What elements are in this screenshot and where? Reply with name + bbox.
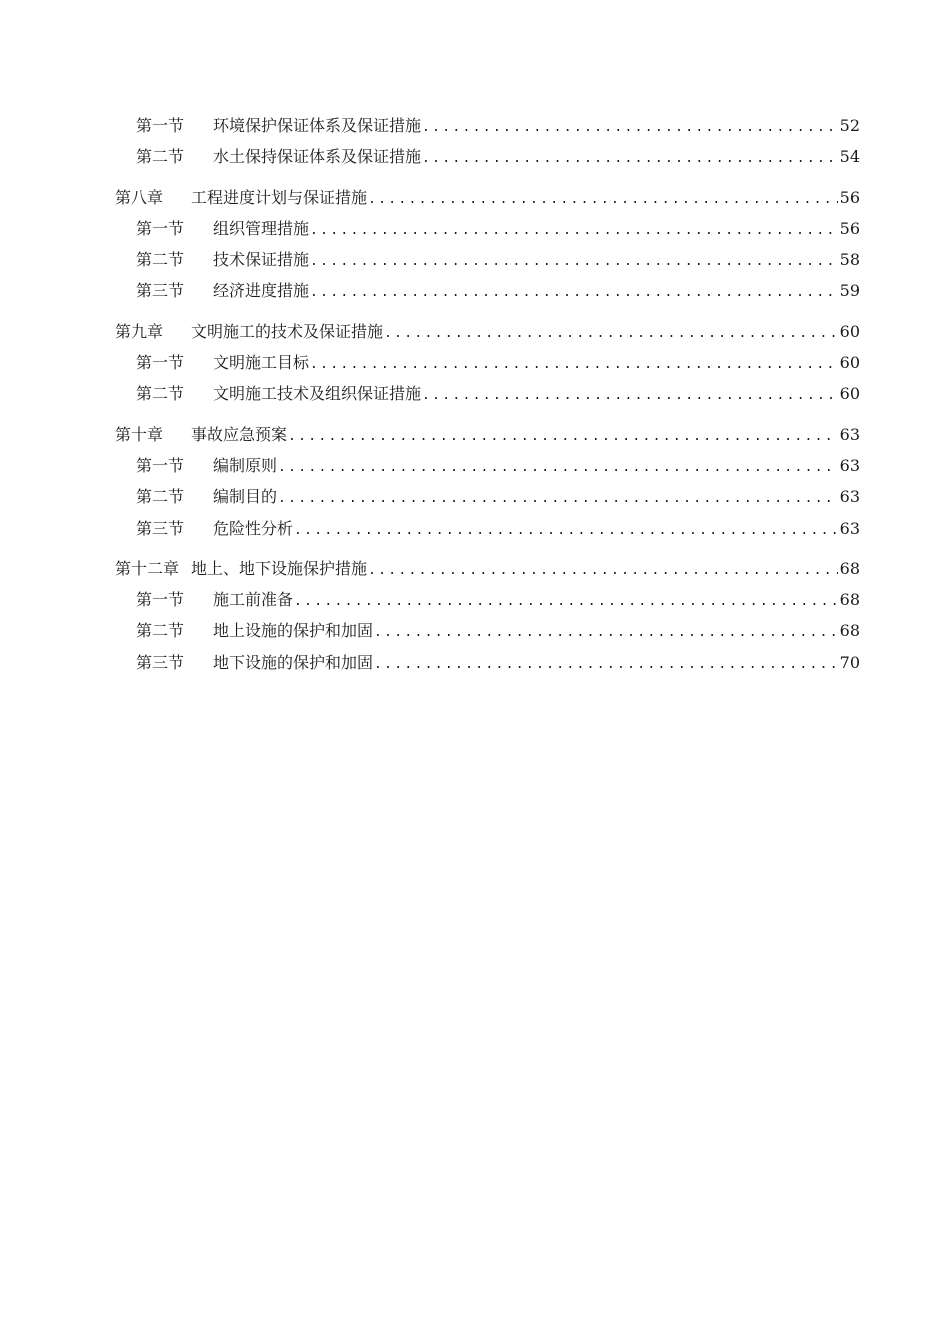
toc-entry[interactable] bbox=[115, 347, 860, 378]
toc-entry[interactable] bbox=[115, 513, 860, 544]
dot-leader bbox=[278, 483, 838, 514]
toc-entry-page: 56 bbox=[839, 218, 860, 238]
dot-leader bbox=[384, 318, 838, 349]
toc-chapter-title: 工程进度计划与保证措施 bbox=[191, 187, 368, 207]
toc-entry-title: 环境保护保证体系及保证措施 bbox=[213, 116, 422, 135]
toc-entry-page: 58 bbox=[839, 250, 860, 270]
toc-entry-page: 68 bbox=[839, 590, 860, 610]
dot-leader bbox=[368, 184, 838, 215]
toc-entry-title: 技术保证措施 bbox=[213, 250, 310, 270]
toc-entry-page: 59 bbox=[839, 281, 860, 301]
toc-entry[interactable] bbox=[115, 450, 860, 481]
toc-entry-number: 第一节 bbox=[136, 218, 185, 238]
toc-entry-title: 编制目的 bbox=[213, 487, 278, 507]
toc-entry-number: 第一节 bbox=[136, 455, 185, 475]
dot-leader bbox=[294, 586, 838, 617]
toc-entry-number: 第二节 bbox=[136, 487, 185, 507]
toc-entry-page: 70 bbox=[839, 652, 860, 672]
toc-entry-page: 68 bbox=[839, 621, 860, 641]
toc-entry-page: 60 bbox=[839, 321, 860, 341]
toc-entry-title: 地下设施的保护和加固 bbox=[213, 652, 374, 672]
dot-leader bbox=[294, 515, 838, 546]
toc-entry-page: 68 bbox=[839, 558, 860, 578]
dot-leader bbox=[374, 649, 838, 680]
toc-chapter-entry[interactable] bbox=[115, 553, 860, 584]
dot-leader bbox=[310, 215, 838, 246]
toc-entry-number: 第二节 bbox=[136, 147, 185, 167]
toc-entry[interactable] bbox=[115, 615, 860, 646]
toc-chapter-title: 文明施工的技术及保证措施 bbox=[191, 321, 384, 341]
toc-chapter-number: 第八章 bbox=[115, 187, 164, 207]
dot-leader bbox=[310, 349, 838, 380]
toc-entry[interactable] bbox=[115, 584, 860, 615]
toc-entry-page: 56 bbox=[839, 187, 860, 207]
toc-entry-number: 第二节 bbox=[136, 384, 185, 404]
toc-entry[interactable] bbox=[115, 481, 860, 512]
toc-entry-title: 组织管理措施 bbox=[213, 218, 310, 238]
toc-entry-page: 63 bbox=[839, 518, 860, 538]
dot-leader bbox=[368, 555, 838, 586]
dot-leader bbox=[422, 143, 838, 174]
toc-entry-title: 危险性分析 bbox=[213, 518, 294, 538]
toc-entry-title: 文明施工目标 bbox=[213, 353, 310, 373]
table-of-contents bbox=[115, 110, 860, 678]
toc-entry-title: 编制原则 bbox=[213, 455, 278, 475]
dot-leader bbox=[310, 277, 838, 308]
dot-leader bbox=[278, 452, 838, 483]
toc-entry-page: 60 bbox=[839, 353, 860, 373]
toc-entry-title: 水土保持保证体系及保证措施 bbox=[213, 147, 422, 167]
toc-chapter-entry[interactable] bbox=[115, 182, 860, 213]
toc-entry-page: 54 bbox=[839, 147, 860, 167]
dot-leader bbox=[288, 421, 838, 452]
toc-entry[interactable] bbox=[115, 647, 860, 678]
toc-entry[interactable] bbox=[115, 110, 860, 141]
dot-leader bbox=[422, 380, 838, 411]
toc-chapter-number: 第九章 bbox=[115, 321, 164, 341]
toc-entry-number: 第一节 bbox=[136, 116, 185, 135]
toc-chapter-number: 第十章 bbox=[115, 424, 164, 444]
toc-chapter-entry[interactable] bbox=[115, 419, 860, 450]
toc-entry-number: 第二节 bbox=[136, 621, 185, 641]
toc-entry-page: 60 bbox=[839, 384, 860, 404]
toc-chapter-number: 第十二章 bbox=[115, 558, 180, 578]
toc-entry-page: 63 bbox=[839, 455, 860, 475]
dot-leader bbox=[422, 112, 838, 143]
toc-chapter-entry[interactable] bbox=[115, 316, 860, 347]
toc-entry-page: 63 bbox=[839, 424, 860, 444]
toc-entry-number: 第三节 bbox=[136, 652, 185, 672]
dot-leader bbox=[374, 617, 838, 648]
toc-entry[interactable] bbox=[115, 213, 860, 244]
toc-entry-title: 地上设施的保护和加固 bbox=[213, 621, 374, 641]
dot-leader bbox=[310, 246, 838, 277]
toc-entry-number: 第一节 bbox=[136, 353, 185, 373]
toc-entry[interactable] bbox=[115, 378, 860, 409]
toc-entry[interactable] bbox=[115, 275, 860, 306]
toc-entry-number: 第一节 bbox=[136, 590, 185, 610]
toc-entry-page: 63 bbox=[839, 487, 860, 507]
toc-chapter-title: 事故应急预案 bbox=[191, 424, 288, 444]
toc-entry-title: 文明施工技术及组织保证措施 bbox=[213, 384, 422, 404]
toc-entry[interactable] bbox=[115, 141, 860, 172]
toc-entry-number: 第三节 bbox=[136, 518, 185, 538]
toc-entry-title: 经济进度措施 bbox=[213, 281, 310, 301]
toc-chapter-title: 地上、地下设施保护措施 bbox=[191, 558, 368, 578]
toc-entry-page: 52 bbox=[839, 116, 860, 135]
toc-entry[interactable] bbox=[115, 244, 860, 275]
toc-entry-number: 第三节 bbox=[136, 281, 185, 301]
toc-entry-number: 第二节 bbox=[136, 250, 185, 270]
toc-entry-title: 施工前准备 bbox=[213, 590, 294, 610]
